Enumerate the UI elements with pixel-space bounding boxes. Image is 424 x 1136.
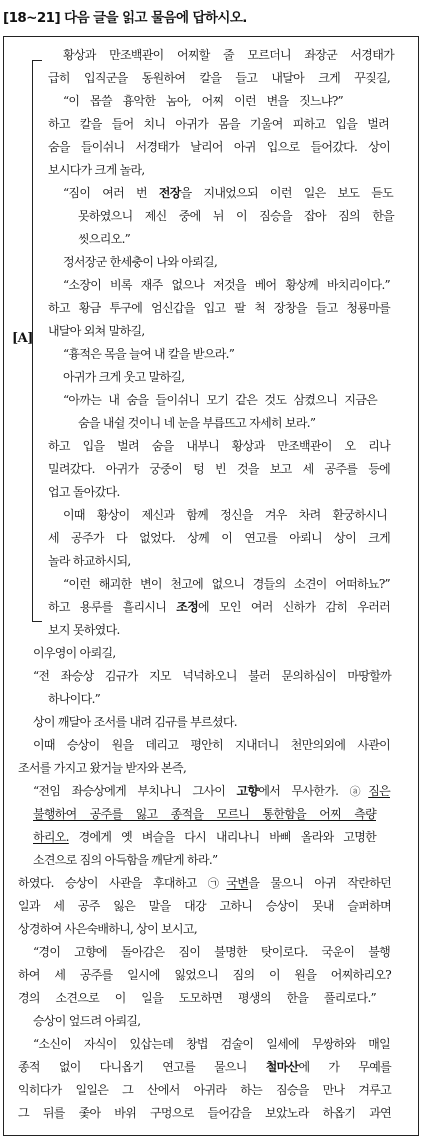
line-text: “흉적은 목을 늘여 내 칼을 받으라.” — [63, 347, 235, 361]
line-text: 상이 깨달아 조서를 내려 김규를 부르셨다. — [33, 715, 237, 729]
line-text: 하고 황금 투구에 엄신갑을 입고 팔 척 장창을 들고 청룡마를 — [48, 301, 390, 315]
question-header: [18~21] 다음 글을 읽고 물음에 답하시오. — [3, 10, 247, 26]
underlined-passage: 짐은 — [368, 784, 390, 798]
line-text: 그 뒤를 좇아 바위 구멍으로 들어감을 보았노라 하옵기 과연 — [18, 1106, 391, 1120]
passage-line — [48, 140, 390, 154]
passage-line — [48, 117, 389, 131]
line-text: 을 물으니 아귀 작란하던 — [248, 876, 391, 890]
passage-line — [48, 163, 144, 177]
line-text: “아까는 내 숨을 들이쉬니 모기 같은 것도 삼켰으니 지금은 — [63, 393, 377, 407]
passage-line — [78, 416, 315, 430]
passage-line — [33, 715, 237, 729]
circled-marker: ㉠ — [207, 877, 227, 890]
passage-line — [63, 347, 234, 361]
passage-line — [18, 1106, 391, 1120]
line-text: 에 모인 여러 신하가 감히 우러러 — [198, 600, 391, 614]
passage-line — [78, 232, 130, 246]
line-text: “소장이 비록 재주 없으나 저것을 베어 황상께 바치리이다.” — [63, 278, 390, 292]
line-text: 을 지내었으되 이런 일은 보도 듣도 — [180, 186, 393, 200]
passage-line — [78, 209, 394, 223]
underlined-passage: 국변 — [226, 876, 249, 890]
passage-line — [18, 876, 391, 890]
line-text: “이런 해괴한 변이 천고에 없으니 경들의 소견이 어떠하뇨?” — [63, 577, 390, 591]
passage-line — [48, 439, 390, 453]
passage-line — [48, 71, 390, 85]
bold-term: 철마산 — [265, 1060, 299, 1074]
line-text: 하였다. 승상이 사관을 후대하고 — [18, 876, 208, 890]
passage-line — [48, 554, 130, 568]
passage-line — [18, 1060, 391, 1074]
line-text: 세 공주가 다 없었다. 상께 이 연고를 아뢰니 상이 크게 — [48, 531, 390, 545]
passage-line — [48, 623, 120, 637]
line-text: 경의 소견으로 이 일을 도모하면 평생의 한을 풀리로다.” — [18, 991, 376, 1005]
line-text: 하고 칼을 들어 치니 아귀가 몸을 기울여 피하고 입을 벌려 — [48, 117, 389, 131]
passage-line — [18, 922, 197, 936]
passage-line — [48, 531, 390, 545]
line-text: 이때 황상이 제신과 함께 정신을 겨우 차려 환궁하시니 — [63, 508, 387, 522]
passage-line — [33, 807, 376, 821]
passage-line — [48, 485, 120, 499]
line-text: 익히다가 일일은 그 산에서 아귀라 하는 짐승을 만나 겨루고 — [18, 1083, 391, 1097]
passage-line — [33, 853, 217, 867]
line-text: 보시다가 크게 놀라, — [48, 163, 145, 177]
line-text: 황상과 만조백관이 어찌할 줄 모르더니 좌장군 서경태가 — [63, 48, 394, 62]
passage-line — [33, 1037, 390, 1051]
line-text: “짐이 여러 번 — [63, 186, 159, 200]
line-text: 승상이 엎드려 아뢰길, — [33, 1014, 141, 1028]
passage-line — [33, 646, 115, 660]
line-text: “전임 좌승상에게 부치나니 그사이 — [33, 784, 237, 798]
passage-line — [48, 324, 144, 338]
line-text: 업고 돌아갔다. — [48, 485, 120, 499]
line-text: 하고 입을 벌려 숨을 내부니 황상과 만조백관이 오 리나 — [48, 439, 390, 453]
underlined-passage: 하리오. — [33, 830, 69, 844]
line-text: 씻으리오.” — [78, 232, 131, 246]
passage-line — [63, 94, 343, 108]
passage-line — [18, 761, 186, 775]
line-text: 급히 입직군을 동원하여 칼을 들고 내달아 크게 꾸짖길, — [48, 71, 390, 85]
passage-line — [33, 1014, 140, 1028]
bold-term: 전장 — [158, 186, 181, 200]
passage-line — [48, 301, 390, 315]
passage-line — [63, 370, 184, 384]
passage-line — [48, 462, 390, 476]
line-text: 하고 용루를 흘리시니 — [48, 600, 177, 614]
passage-line — [48, 692, 100, 706]
line-text: 소견으로 짐의 아득함을 깨닫게 하라.” — [33, 853, 218, 867]
line-text: 조서를 가지고 왔거늘 받자와 본즉, — [18, 761, 187, 775]
line-text: 놀라 하교하시되, — [48, 554, 131, 568]
line-text: 보지 못하였다. — [48, 623, 120, 637]
passage-line — [63, 48, 394, 62]
line-text: 하나이다.” — [48, 692, 101, 706]
circled-marker: ⓐ — [349, 785, 369, 798]
passage-line — [33, 830, 376, 844]
passage-line — [18, 991, 376, 1005]
passage-line — [63, 186, 393, 200]
line-text: “소신이 자식이 있삽는데 창법 검술이 일세에 무쌍하와 매일 — [33, 1037, 390, 1051]
line-text: 일과 세 공주 잃은 말을 대강 고하니 승상이 못내 슬퍼하며 — [18, 899, 391, 913]
passage-line — [33, 738, 390, 752]
line-text: 경에게 옛 벼슬을 다시 내리나니 바삐 올라와 고명한 — [68, 830, 376, 844]
passage-line — [18, 968, 391, 982]
passage-line — [33, 784, 390, 798]
line-text: 내달아 외쳐 말하길, — [48, 324, 145, 338]
line-text: 에서 무사한가. — [258, 784, 350, 798]
passage-line — [18, 1083, 391, 1097]
line-text: 이우영이 아뢰길, — [33, 646, 116, 660]
line-text: 숨을 내쉴 것이니 네 눈을 부릅뜨고 자세히 보라.” — [78, 416, 316, 430]
passage-line — [63, 255, 217, 269]
line-text: 밀려갔다. 아귀가 궁중이 텅 빈 것을 보고 세 공주를 등에 — [48, 462, 390, 476]
line-text: 정서장군 한세충이 나와 아뢰길, — [63, 255, 218, 269]
line-text: “경이 고향에 돌아감은 짐이 불명한 탓이로다. 국운이 불행 — [33, 945, 390, 959]
line-text: 에 가 무예를 — [298, 1060, 391, 1074]
line-text: 상경하여 사은숙배하니, 상이 보시고, — [18, 922, 197, 936]
line-text: 하여 세 공주를 일시에 잃었으니 짐의 이 원을 어찌하리오? — [18, 968, 391, 982]
passage-line — [18, 899, 391, 913]
passage-line — [48, 600, 390, 614]
passage-line — [63, 393, 377, 407]
line-text: 종적 없이 다니옵기 연고를 물으니 — [18, 1060, 266, 1074]
bold-term: 조정 — [176, 600, 199, 614]
bold-term: 고향 — [236, 784, 259, 798]
underlined-passage: 불행하여 공주를 잃고 종적을 모르니 통한함을 어찌 측량 — [33, 807, 376, 821]
passage-line — [63, 508, 387, 522]
passage-line — [33, 945, 390, 959]
line-text: “전 좌승상 김규가 지모 넉넉하오니 불러 문의하심이 마땅할까 — [33, 669, 391, 683]
line-text: 숨을 들이쉬니 서경태가 날리어 아귀 입으로 들어갔다. 상이 — [48, 140, 390, 154]
line-text: 못하였으니 제신 중에 뉘 이 짐승을 잡아 짐의 한을 — [78, 209, 394, 223]
section-a-label: [A] — [12, 331, 33, 346]
passage-line — [63, 577, 390, 591]
section-a-bracket — [32, 60, 42, 622]
line-text: “이 몹쓸 흉악한 놈아, 어찌 이런 변을 짓느냐?” — [63, 94, 343, 108]
passage-line — [63, 278, 390, 292]
line-text: 아귀가 크게 웃고 말하길, — [63, 370, 185, 384]
line-text: 이때 승상이 원을 데리고 평안히 지내더니 천만의외에 사관이 — [33, 738, 390, 752]
passage-line — [33, 669, 391, 683]
